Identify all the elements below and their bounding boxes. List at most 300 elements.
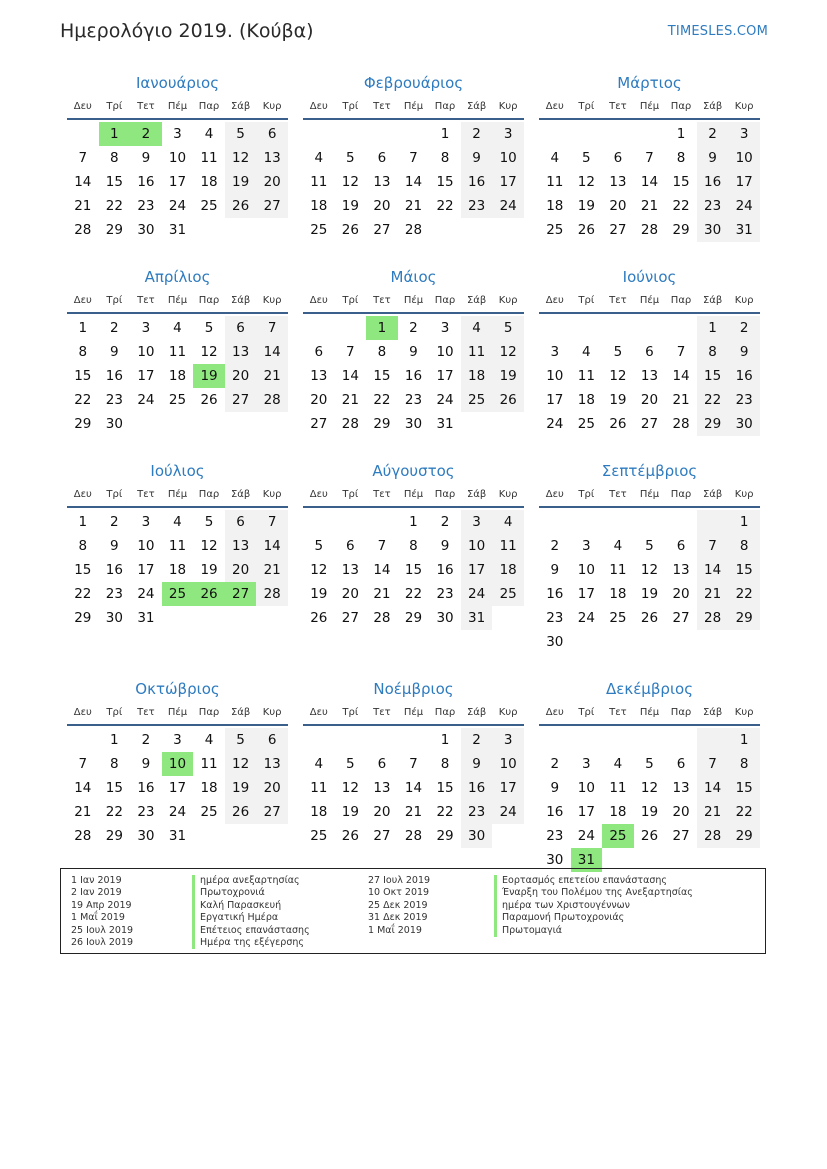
- month-block: [67, 458, 288, 654]
- day-cell: 30: [546, 634, 564, 650]
- weekday-label: Τρί: [106, 295, 123, 306]
- day-cell: 17: [492, 170, 524, 194]
- weekday-header: [303, 96, 524, 120]
- empty-day-cell: [67, 728, 99, 752]
- day-cell: 18: [168, 368, 187, 384]
- holiday-day-cell: 2: [130, 122, 162, 146]
- day-cell: 12: [640, 562, 659, 578]
- weekday-label: Πέμ: [403, 101, 424, 112]
- day-cell: 17: [546, 392, 564, 408]
- day-cell: 12: [341, 780, 359, 796]
- weekday-label: Πέμ: [167, 489, 188, 500]
- day-cell: 26: [609, 416, 627, 432]
- day-cell: 13: [225, 340, 257, 364]
- weekday-label: Τρί: [106, 489, 123, 500]
- day-cell: 26: [577, 222, 595, 238]
- day-cell: 30: [105, 416, 123, 432]
- day-cell: 15: [436, 780, 454, 796]
- weekday-label: Τρί: [578, 101, 595, 112]
- legend-date: 19 Απρ 2019: [71, 899, 132, 911]
- empty-day-cell: [492, 606, 524, 630]
- weekday-label: Παρ: [198, 707, 220, 718]
- empty-day-cell: [398, 728, 430, 752]
- day-cell: 21: [697, 582, 729, 606]
- day-cell: 15: [74, 368, 92, 384]
- legend-date: 2 Ιαν 2019: [71, 887, 122, 899]
- legend-holiday-name: Έναρξη του Πολέμου της Ανεξαρτησίας: [494, 887, 693, 899]
- legend-holiday-name: ημέρα ανεξαρτησίας: [192, 875, 310, 887]
- day-cell: 28: [697, 824, 729, 848]
- weekday-label: Κυρ: [734, 295, 754, 306]
- day-cell: 6: [256, 122, 288, 146]
- weekday-label: Τετ: [373, 489, 391, 500]
- day-cell: 21: [373, 586, 391, 602]
- day-cell: 13: [256, 146, 288, 170]
- day-cell: 16: [436, 562, 454, 578]
- day-cell: 15: [436, 174, 454, 190]
- weekday-label: Σάβ: [702, 101, 723, 112]
- weekday-label: Σάβ: [230, 489, 251, 500]
- day-cell: 17: [137, 562, 155, 578]
- day-cell: 31: [168, 222, 187, 238]
- day-cell: 10: [436, 344, 454, 360]
- day-cell: 28: [640, 222, 659, 238]
- weekday-label: Πέμ: [639, 707, 660, 718]
- days-grid: [539, 726, 760, 872]
- empty-day-cell: [539, 510, 571, 534]
- weekday-label: Τρί: [342, 101, 359, 112]
- holiday-day-cell: 26: [193, 582, 225, 606]
- day-cell: 31: [728, 218, 760, 242]
- day-cell: 6: [225, 316, 257, 340]
- legend-date: 26 Ιουλ 2019: [71, 936, 134, 948]
- day-cell: 8: [728, 752, 760, 776]
- holiday-day-cell: 19: [193, 364, 225, 388]
- day-cell: 10: [577, 562, 595, 578]
- empty-day-cell: [162, 606, 194, 630]
- day-cell: 14: [341, 368, 359, 384]
- day-cell: 5: [582, 150, 591, 166]
- day-cell: 19: [492, 364, 524, 388]
- empty-day-cell: [225, 218, 257, 242]
- day-cell: 5: [225, 122, 257, 146]
- day-cell: 19: [310, 586, 328, 602]
- day-cell: 8: [409, 538, 418, 554]
- day-cell: 1: [440, 732, 450, 748]
- day-cell: 14: [256, 340, 288, 364]
- empty-day-cell: [492, 824, 524, 848]
- legend-holiday-name: Πρωτομαγιά: [494, 925, 693, 937]
- day-cell: 3: [550, 344, 560, 360]
- day-cell: 5: [613, 344, 623, 360]
- month-name: Ιούνιος: [622, 268, 677, 286]
- legend-holiday-name: Πρωτοχρονιά: [192, 887, 310, 899]
- weekday-label: Τρί: [106, 707, 123, 718]
- day-cell: 4: [550, 150, 560, 166]
- day-cell: 7: [256, 510, 288, 534]
- day-cell: 12: [225, 752, 257, 776]
- day-cell: 25: [310, 222, 328, 238]
- day-cell: 25: [200, 804, 218, 820]
- empty-day-cell: [634, 316, 666, 340]
- month-block: [303, 70, 524, 242]
- site-link[interactable]: TIMESLES.COM: [667, 24, 768, 39]
- empty-day-cell: [602, 316, 634, 340]
- day-cell: 3: [461, 510, 493, 534]
- empty-day-cell: [335, 728, 367, 752]
- day-cell: 10: [137, 538, 155, 554]
- empty-day-cell: [303, 122, 335, 146]
- weekday-label: Παρ: [198, 101, 220, 112]
- empty-day-cell: [130, 412, 162, 436]
- day-cell: 23: [461, 800, 493, 824]
- day-cell: 12: [609, 368, 627, 384]
- day-cell: 5: [645, 538, 654, 554]
- weekday-label: Πέμ: [639, 489, 660, 500]
- month-block: [303, 458, 524, 654]
- day-cell: 3: [492, 728, 524, 752]
- empty-day-cell: [602, 122, 634, 146]
- weekday-label: Παρ: [670, 489, 692, 500]
- weekday-label: Πέμ: [167, 707, 188, 718]
- weekday-label: Τετ: [609, 295, 627, 306]
- day-cell: 10: [546, 368, 564, 384]
- day-cell: 23: [105, 392, 123, 408]
- empty-day-cell: [571, 630, 603, 654]
- month-name: Σεπτέμβριος: [601, 462, 698, 480]
- day-cell: 27: [373, 828, 391, 844]
- weekday-label: Πέμ: [403, 295, 424, 306]
- day-cell: 12: [225, 146, 257, 170]
- day-cell: 29: [404, 610, 423, 626]
- days-grid: [303, 314, 524, 436]
- weekday-label: Σάβ: [702, 295, 723, 306]
- day-cell: 18: [200, 174, 218, 190]
- empty-day-cell: [634, 728, 666, 752]
- weekday-label: Τρί: [578, 707, 595, 718]
- day-cell: 21: [256, 364, 288, 388]
- day-cell: 14: [672, 368, 690, 384]
- day-cell: 19: [609, 392, 627, 408]
- day-cell: 6: [613, 150, 623, 166]
- day-cell: 9: [550, 780, 560, 796]
- day-cell: 28: [74, 828, 92, 844]
- day-cell: 24: [577, 610, 595, 626]
- empty-day-cell: [571, 510, 603, 534]
- weekday-label: Παρ: [434, 101, 456, 112]
- day-cell: 11: [577, 368, 595, 384]
- day-cell: 2: [461, 728, 493, 752]
- day-cell: 17: [168, 780, 187, 796]
- day-cell: 2: [550, 538, 560, 554]
- weekday-label: Σάβ: [230, 707, 251, 718]
- month-name: Ιανουάριος: [135, 74, 219, 92]
- day-cell: 10: [137, 344, 155, 360]
- day-cell: 27: [341, 610, 359, 626]
- day-cell: 29: [697, 412, 729, 436]
- day-cell: 4: [492, 510, 524, 534]
- day-cell: 1: [728, 510, 760, 534]
- day-cell: 4: [204, 126, 214, 142]
- day-cell: 20: [341, 586, 359, 602]
- weekday-label: Σάβ: [702, 707, 723, 718]
- day-cell: 23: [728, 388, 760, 412]
- day-cell: 11: [168, 538, 187, 554]
- weekday-header: [303, 484, 524, 508]
- day-cell: 19: [640, 586, 659, 602]
- day-cell: 24: [461, 582, 493, 606]
- day-cell: 27: [640, 416, 659, 432]
- day-cell: 14: [697, 776, 729, 800]
- weekday-label: Τετ: [137, 707, 155, 718]
- legend-date: 1 Μαΐ 2019: [71, 912, 125, 924]
- empty-day-cell: [335, 122, 367, 146]
- day-cell: 16: [404, 368, 423, 384]
- empty-day-cell: [335, 510, 367, 534]
- day-cell: 23: [137, 804, 155, 820]
- day-cell: 30: [436, 610, 454, 626]
- month-name: Οκτώβριος: [135, 680, 220, 698]
- day-cell: 14: [74, 174, 92, 190]
- day-cell: 29: [74, 610, 92, 626]
- day-cell: 6: [377, 150, 387, 166]
- day-cell: 6: [256, 728, 288, 752]
- day-cell: 24: [728, 194, 760, 218]
- day-cell: 2: [409, 320, 418, 336]
- day-cell: 12: [200, 538, 218, 554]
- months-grid: [67, 70, 761, 894]
- empty-day-cell: [602, 630, 634, 654]
- day-cell: 10: [577, 780, 595, 796]
- day-cell: 29: [105, 828, 123, 844]
- day-cell: 27: [310, 416, 328, 432]
- day-cell: 8: [110, 150, 119, 166]
- empty-day-cell: [256, 412, 288, 436]
- day-cell: 20: [640, 392, 659, 408]
- legend-date: 27 Ιουλ 2019: [368, 875, 431, 886]
- weekday-label: Σάβ: [230, 295, 251, 306]
- month-name: Νοέμβριος: [373, 680, 454, 698]
- legend-holiday-name: Παραμονή Πρωτοχρονιάς: [494, 912, 693, 924]
- day-cell: 22: [373, 392, 391, 408]
- day-cell: 19: [640, 804, 659, 820]
- day-cell: 15: [728, 558, 760, 582]
- day-cell: 26: [341, 828, 359, 844]
- weekday-label: Τετ: [137, 295, 155, 306]
- day-cell: 25: [577, 416, 595, 432]
- empty-day-cell: [398, 122, 430, 146]
- empty-day-cell: [256, 606, 288, 630]
- day-cell: 30: [105, 610, 123, 626]
- weekday-header: [303, 290, 524, 314]
- day-cell: 10: [492, 752, 524, 776]
- empty-day-cell: [225, 824, 257, 848]
- empty-day-cell: [492, 412, 524, 436]
- weekday-label: Σάβ: [466, 101, 487, 112]
- day-cell: 14: [404, 780, 423, 796]
- day-cell: 1: [110, 732, 119, 748]
- weekday-label: Κυρ: [734, 101, 754, 112]
- month-block: [539, 70, 760, 242]
- weekday-label: Πέμ: [167, 101, 188, 112]
- day-cell: 23: [697, 194, 729, 218]
- empty-day-cell: [665, 510, 697, 534]
- day-cell: 9: [141, 150, 151, 166]
- day-cell: 29: [728, 606, 760, 630]
- month-name: Μάρτιος: [617, 74, 682, 92]
- day-cell: 29: [105, 222, 123, 238]
- day-cell: 14: [373, 562, 391, 578]
- empty-day-cell: [366, 510, 398, 534]
- day-cell: 1: [409, 514, 418, 530]
- day-cell: 14: [404, 174, 423, 190]
- empty-day-cell: [492, 218, 524, 242]
- day-cell: 27: [672, 610, 690, 626]
- day-cell: 8: [78, 344, 88, 360]
- day-cell: 22: [105, 198, 123, 214]
- weekday-header: [67, 484, 288, 508]
- weekday-header: [67, 702, 288, 726]
- day-cell: 16: [461, 170, 493, 194]
- weekday-label: Κυρ: [498, 295, 518, 306]
- day-cell: 22: [105, 804, 123, 820]
- weekday-label: Σάβ: [466, 707, 487, 718]
- holiday-legend: [60, 868, 766, 954]
- legend-left-dates: [71, 875, 133, 949]
- month-block: [67, 264, 288, 436]
- day-cell: 15: [404, 562, 423, 578]
- day-cell: 4: [582, 344, 591, 360]
- day-cell: 9: [550, 562, 560, 578]
- day-cell: 4: [613, 756, 623, 772]
- day-cell: 23: [137, 198, 155, 214]
- weekday-label: Τετ: [137, 489, 155, 500]
- day-cell: 27: [373, 222, 391, 238]
- empty-day-cell: [602, 510, 634, 534]
- day-cell: 7: [645, 150, 654, 166]
- day-cell: 13: [225, 534, 257, 558]
- day-cell: 11: [200, 150, 218, 166]
- day-cell: 22: [697, 388, 729, 412]
- days-grid: [67, 508, 288, 630]
- day-cell: 28: [256, 388, 288, 412]
- days-grid: [67, 726, 288, 848]
- day-cell: 23: [461, 194, 493, 218]
- day-cell: 27: [225, 388, 257, 412]
- month-name: Ιούλιος: [150, 462, 205, 480]
- day-cell: 28: [341, 416, 359, 432]
- weekday-label: Δευ: [309, 489, 328, 500]
- day-cell: 8: [78, 538, 88, 554]
- legend-date: 31 Δεκ 2019: [368, 912, 428, 924]
- day-cell: 16: [728, 364, 760, 388]
- day-cell: 20: [672, 586, 690, 602]
- day-cell: 8: [440, 150, 450, 166]
- day-cell: 26: [492, 388, 524, 412]
- day-cell: 25: [310, 828, 328, 844]
- weekday-label: Δευ: [73, 707, 92, 718]
- month-name: Απρίλιος: [144, 268, 211, 286]
- empty-day-cell: [429, 218, 461, 242]
- day-cell: 8: [728, 534, 760, 558]
- day-cell: 10: [492, 146, 524, 170]
- month-block: [539, 676, 760, 872]
- day-cell: 18: [609, 804, 627, 820]
- legend-right-names: [494, 875, 693, 937]
- legend-date: 1 Μαΐ 2019: [368, 924, 422, 936]
- day-cell: 25: [609, 610, 627, 626]
- day-cell: 1: [78, 514, 88, 530]
- day-cell: 28: [404, 222, 423, 238]
- day-cell: 11: [200, 756, 218, 772]
- day-cell: 6: [346, 538, 355, 554]
- empty-day-cell: [461, 218, 493, 242]
- empty-day-cell: [665, 728, 697, 752]
- weekday-header: [67, 290, 288, 314]
- day-cell: 3: [173, 732, 182, 748]
- weekday-label: Δευ: [309, 295, 328, 306]
- day-cell: 22: [74, 586, 92, 602]
- day-cell: 9: [461, 146, 493, 170]
- empty-day-cell: [193, 824, 225, 848]
- day-cell: 5: [645, 756, 654, 772]
- weekday-label: Τετ: [373, 295, 391, 306]
- day-cell: 26: [225, 800, 257, 824]
- day-cell: 16: [137, 174, 155, 190]
- day-cell: 30: [404, 416, 423, 432]
- weekday-label: Κυρ: [734, 489, 754, 500]
- day-cell: 30: [137, 828, 155, 844]
- day-cell: 2: [110, 320, 119, 336]
- day-cell: 31: [137, 610, 155, 626]
- holiday-day-cell: 1: [366, 316, 398, 340]
- day-cell: 11: [546, 174, 564, 190]
- day-cell: 7: [346, 344, 355, 360]
- day-cell: 9: [110, 344, 119, 360]
- day-cell: 13: [310, 368, 328, 384]
- day-cell: 21: [74, 804, 92, 820]
- empty-day-cell: [335, 316, 367, 340]
- day-cell: 16: [546, 586, 564, 602]
- day-cell: 15: [672, 174, 690, 190]
- day-cell: 7: [78, 150, 88, 166]
- day-cell: 25: [461, 388, 493, 412]
- day-cell: 8: [676, 150, 686, 166]
- day-cell: 4: [461, 316, 493, 340]
- page-header: [60, 18, 768, 48]
- day-cell: 16: [697, 170, 729, 194]
- day-cell: 12: [640, 780, 659, 796]
- day-cell: 1: [728, 728, 760, 752]
- empty-day-cell: [571, 728, 603, 752]
- day-cell: 10: [728, 146, 760, 170]
- weekday-label: Πέμ: [403, 707, 424, 718]
- day-cell: 25: [200, 198, 218, 214]
- day-cell: 9: [697, 146, 729, 170]
- weekday-label: Παρ: [434, 295, 456, 306]
- day-cell: 3: [440, 320, 450, 336]
- days-grid: [539, 314, 760, 436]
- day-cell: 11: [609, 562, 627, 578]
- day-cell: 29: [373, 416, 391, 432]
- days-grid: [303, 726, 524, 848]
- legend-right-dates: [368, 875, 430, 937]
- month-name: Μάιος: [390, 268, 437, 286]
- day-cell: 7: [676, 344, 686, 360]
- day-cell: 16: [461, 776, 493, 800]
- weekday-label: Κυρ: [262, 101, 282, 112]
- weekday-label: Κυρ: [498, 489, 518, 500]
